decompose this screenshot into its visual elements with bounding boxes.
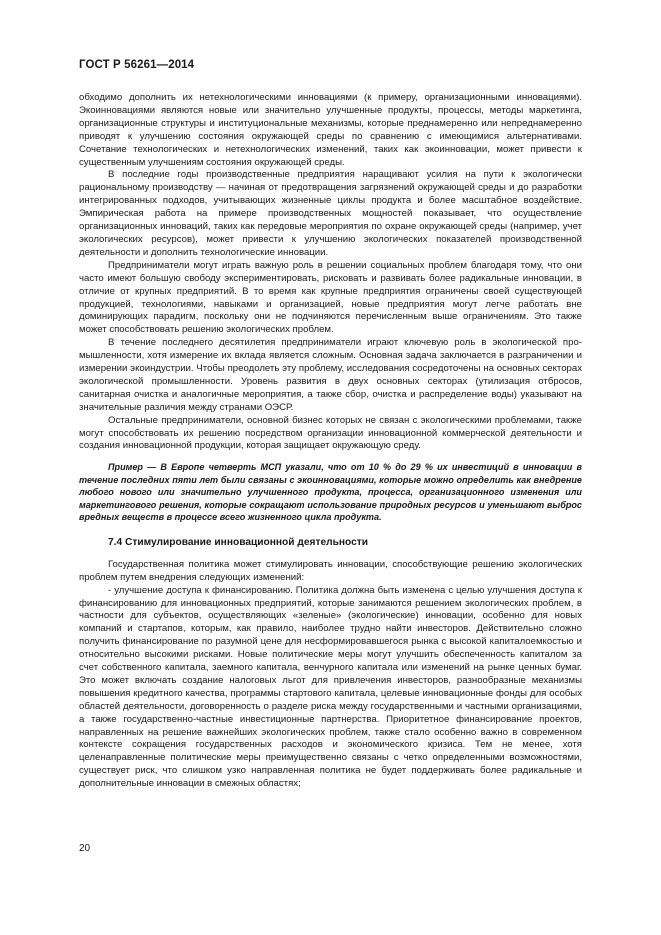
paragraph-last-decade: В течение последнего десятилетия предприниматели играют ключевую роль в экологической промышленности, хотя измерение их вклада является сложным. Основная задача заключается в разграничении и измерении экоиндустрии. Чтобы преодолеть эту проблему, исследования сосредоточены на основных секторах экологической промышленности. Уровень развития в двух основных секторах (утилизация отбросов, санитарная очистка и аналогичные мероприятия, а также сбор, очистка и распределение воды) указывают на значительные различия между странами ОЭСР. (79, 337, 582, 413)
example-note: Пример — В Европе четверть МСП указали, что от 10 % до 29 % их инвестиций в инновации в течение последних пяти лет были связаны с экоинновациями, которые можно определить как внедрение любого нового или значительно улучшенного продукта, процесса, организационного изменения или маркетингового решения, которые сокращают использование природных ресурсов и уменьшают выброс вредных веществ в процессе всего жизненного цикла продукта. (79, 462, 582, 523)
paragraph-production: В последние годы производственные предприятия наращивают усилия на пути к экологически рациональному производству — начиная от предотвращения загрязнений окружающей среды и до разработки интегрированных подходов, учитывающих жизненные циклы продукта и более масштабное воздействие. Эмпирическая работа на примере производственных мощностей показывает, что осуществление организационных инноваций, таких как передовые мероприятия по охране окружающей среды (например, учет экологических ресурсов), может привести к улучшению экологических показателей производственной деятельности и дополнить технологические инновации. (79, 169, 582, 258)
section-list-item-financing: - улучшение доступа к финансированию. Политика должна быть изменена с целью улучшения доступа к финансированию для инновационных предприятий, которые занимаются решением экологических проблем, в частности для субъектов, осуществляющих «зеленые» (экологические) инновации, особенно для новых компаний и стартапов, которым, как правило, наиболее трудно найти инвесторов. Действительно сложно получить финансирование по разумной цене для несформировавшегося рынка с высокой капиталоемкостью и относительно высокими рисками. Новые политические меры могут улучшить обеспеченность капиталом за счет собственного капитала, заемного капитала, венчурного капитала или изменений на рынке ценных бумаг. Это может включать создание налоговых льгот для привлечения инвесторов, разнообразные механизмы повышения кредитного качества, программы стартового капитала, целевые инновационные фонды для особых областей деятельности, договоренность о разделе риска между государственными и частными организациями, а также государственно-частные инвестиционные партнерства. Приоритетное финансирование проектов, направленных на решение важнейших экологических проблем, также стало особенно важно в современном контексте сокращения государственных расходов и экономического кризиса. Тем не менее, хотя целенаправленные политические меры преимущественно связаны с четко определенными возможностями, существует риск, что слишком узко направленная политика не будет поддерживать более радикальные и дополнительные инновации в смежных областях; (79, 584, 582, 790)
page-body (79, 92, 582, 791)
page-number: 20 (79, 843, 91, 854)
section-heading: 7.4 Стимулирование инновационной деятельности (108, 536, 369, 548)
section-intro: Государственная политика может стимулировать инновации, способствующие решению экологических проблем путем внедрения следующих изменений: (79, 558, 582, 583)
paragraph-continuation: обходимо дополнить их нетехнологическими инновациями (к примеру, организационными инновациями). Экоинновациями являются новые или значительно улучшенные продукты, процессы, методы маркетинга, организационные структуры и институциональные механизмы, которые преднамеренно или непреднамеренно приводят к улучшению состояния окружающей среды по сравнению с имеющимися альтернативами. Сочетание технологических и нетехнологических изменений, таких как экоинновации, может привести к существенным улучшениям состояния окружающей среды. (79, 92, 582, 168)
paragraph-entrepreneurs-role: Предприниматели могут играть важную роль в решении социальных проблем благодаря тому, что они часто имеют большую свободу экспериментировать, рисковать и развивать более радикальные инновации, в отличие от крупных предприятий. В то время как крупные предприятия ограничены своей существующей продукцией, технологиями, навыками и организацией, новые предприятия могут легче работать вне доминирующих парадигм, поскольку они не подчиняются перечисленным выше ограничениям. Это также может способствовать решению экологических проблем. (79, 259, 582, 336)
document-header: ГОСТ Р 56261—2014 (79, 59, 195, 71)
paragraph-other-entrepreneurs: Остальные предприниматели, основной бизнес которых не связан с экологическими проблемами, также могут способствовать их решению посредством организации инновационной коммерческой деятельности и создания инновационной продукции, которая защищает окружающую среду. (79, 414, 582, 452)
